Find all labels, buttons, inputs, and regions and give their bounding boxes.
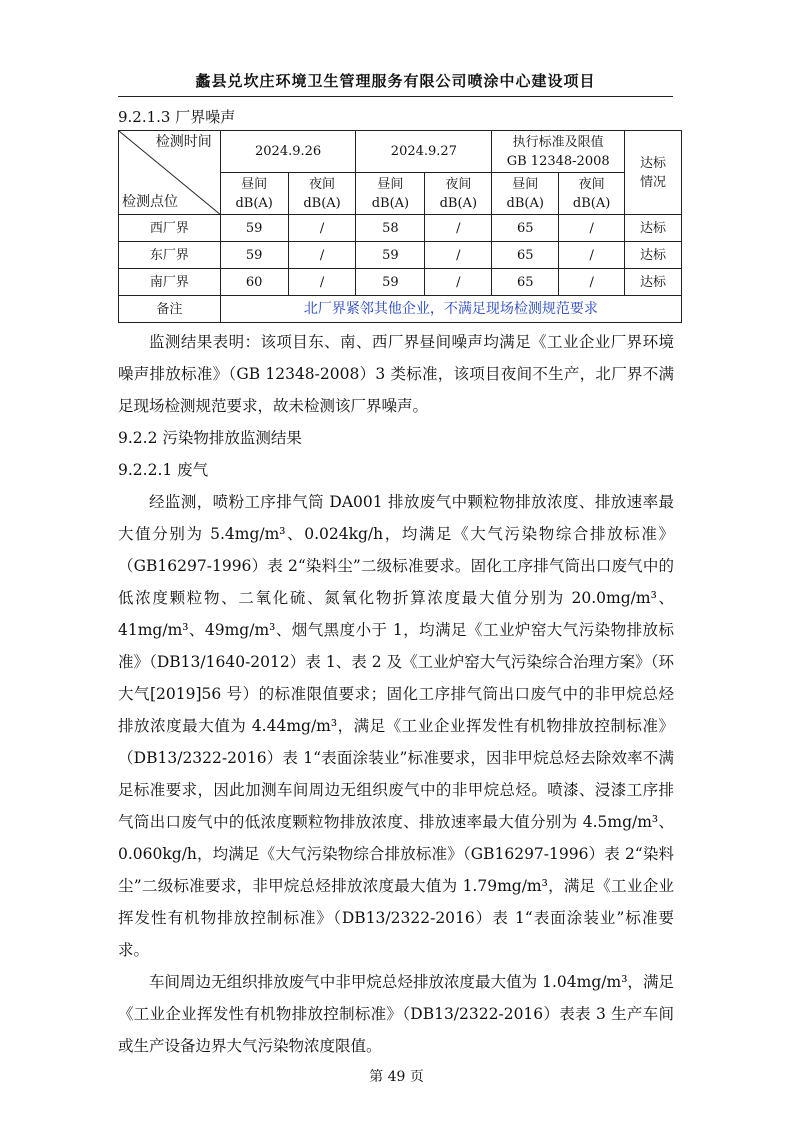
subheader-night bbox=[288, 173, 356, 215]
cell-value: 60 bbox=[220, 269, 288, 296]
unit-label: dB(A) bbox=[506, 195, 544, 211]
cell-value: / bbox=[288, 242, 356, 269]
result-line-2: 情况 bbox=[640, 174, 667, 190]
header-date-2: 2024.9.27 bbox=[356, 131, 492, 173]
cell-point: 南厂界 bbox=[119, 269, 221, 296]
day-label: 昼间 bbox=[241, 176, 268, 192]
standard-line-2: GB 12348-2008 bbox=[506, 153, 610, 169]
unit-label: dB(A) bbox=[235, 195, 273, 211]
paragraph-gas-main: 经监测，喷粉工序排气筒 DA001 排放废气中颗粒物排放浓度、排放速率最大值分别为 5.4mg/m³、0.024kg/h，均满足《大气污染物综合排放标准》（GB16297-1996）表 2“染料尘”二级标准要求。固化工序排气筒出口废气中的低浓度颗粒物、二氧化硫、氮氧化物折算浓度最大值分别为 20.0mg/m³、41mg/m³、49mg/m³、烟气黑度小于 1，均满足《工业炉窑大气污染物排放标准》（DB13/1640-2012）表 1、表 2 及《工业炉窑大气污染综合治理方案》（环大气[2019]56 号）的标准限值要求；固化工序排气筒出口废气中的非甲烷总烃排放浓度最大值为 4.44mg/m³，满足《工业企业挥发性有机物排放控制标准》（DB13/2322-2016）表 1“表面涂装业”标准要求，因非甲烷总烃去除效率不满足标准要求，因此加测车间周边无组织废气中的非甲烷总烃。喷漆、浸漆工序排气筒出口废气中的低浓度颗粒物排放浓度、排放速率最大值分别为 4.5mg/m³、0.060kg/h，均满足《大气污染物综合排放标准》（GB16297-1996）表 2“染料尘”二级标准要求，非甲烷总烃排放浓度最大值为 1.79mg/m³，满足《工业企业挥发性有机物排放控制标准》（DB13/2322-2016）表 1“表面涂装业”标准要求。 bbox=[118, 493, 674, 959]
cell-point: 西厂界 bbox=[119, 215, 221, 242]
table-row bbox=[119, 215, 682, 242]
subheader-night bbox=[559, 173, 625, 215]
cell-result: 达标 bbox=[625, 269, 682, 296]
cell-value: / bbox=[425, 215, 492, 242]
cell-value: 65 bbox=[492, 242, 559, 269]
remark-row bbox=[119, 296, 682, 323]
cell-value: / bbox=[425, 269, 492, 296]
remark-text: 北厂界紧邻其他企业，不满足现场检测规范要求 bbox=[220, 296, 681, 323]
unit-label: dB(A) bbox=[572, 195, 611, 211]
cell-value: 59 bbox=[220, 242, 288, 269]
unit-label: dB(A) bbox=[439, 195, 478, 211]
section-title-922-1: 9.2.2.1 废气 bbox=[118, 461, 209, 479]
unit-label: dB(A) bbox=[371, 195, 410, 211]
header-rule bbox=[118, 96, 673, 97]
cell-value: / bbox=[288, 215, 356, 242]
noise-conclusion bbox=[118, 326, 674, 422]
table-corner-cell bbox=[119, 131, 221, 215]
page-number: 第 49 页 bbox=[369, 1069, 424, 1085]
cell-value: 65 bbox=[492, 269, 559, 296]
cell-value: / bbox=[425, 242, 492, 269]
subheader-day bbox=[356, 173, 425, 215]
cell-value: 65 bbox=[492, 215, 559, 242]
result-line-1: 达标 bbox=[640, 155, 667, 171]
cell-result: 达标 bbox=[625, 215, 682, 242]
section-922 bbox=[118, 422, 674, 486]
section-title-noise: 9.2.1.3 厂界噪声 bbox=[118, 108, 236, 126]
cell-value: 59 bbox=[220, 215, 288, 242]
section-title-922: 9.2.2 污染物排放监测结果 bbox=[118, 429, 302, 447]
cell-point: 东厂界 bbox=[119, 242, 221, 269]
document-header: 蠡县兑坎庄环境卫生管理服务有限公司喷涂中心建设项目 bbox=[195, 72, 596, 90]
subheader-day bbox=[220, 173, 288, 215]
night-label: 夜间 bbox=[445, 176, 472, 192]
paragraph-noise-conclusion: 监测结果表明：该项目东、南、西厂界昼间噪声均满足《工业企业厂界环境噪声排放标准》（GB 12348-2008）3 类标准，该项目夜间不生产，北厂界不满足现场检测规范要求，故未检测该厂界噪声。 bbox=[118, 333, 674, 415]
cell-value: / bbox=[559, 242, 625, 269]
gas-body bbox=[118, 486, 674, 1062]
night-label: 夜间 bbox=[578, 176, 605, 192]
cell-value: 58 bbox=[356, 215, 425, 242]
subheader-day bbox=[492, 173, 559, 215]
cell-value: / bbox=[559, 215, 625, 242]
header-result bbox=[625, 131, 682, 215]
cell-value: 59 bbox=[356, 242, 425, 269]
night-label: 夜间 bbox=[309, 176, 336, 192]
table-row bbox=[119, 242, 682, 269]
day-label: 昼间 bbox=[512, 176, 539, 192]
remark-label: 备注 bbox=[119, 296, 221, 323]
cell-value: / bbox=[288, 269, 356, 296]
corner-label-point: 检测点位 bbox=[122, 194, 178, 210]
header-standard bbox=[492, 131, 625, 173]
subheader-night bbox=[425, 173, 492, 215]
unit-label: dB(A) bbox=[303, 195, 341, 211]
table-row bbox=[119, 269, 682, 296]
header-date-1: 2024.9.26 bbox=[220, 131, 356, 173]
corner-label-time: 检测时间 bbox=[155, 134, 212, 150]
cell-value: 59 bbox=[356, 269, 425, 296]
cell-value: / bbox=[559, 269, 625, 296]
cell-result: 达标 bbox=[625, 242, 682, 269]
day-label: 昼间 bbox=[377, 176, 404, 192]
standard-line-1: 执行标准及限值 bbox=[512, 134, 604, 150]
paragraph-gas-fugitive: 车间周边无组织排放废气中非甲烷总烃排放浓度最大值为 1.04mg/m³，满足《工业企业挥发性有机物排放控制标准》（DB13/2322-2016）表表 3 生产车间或生产设备边界大气污染物浓度限值。 bbox=[118, 973, 674, 1055]
noise-table bbox=[118, 130, 682, 323]
